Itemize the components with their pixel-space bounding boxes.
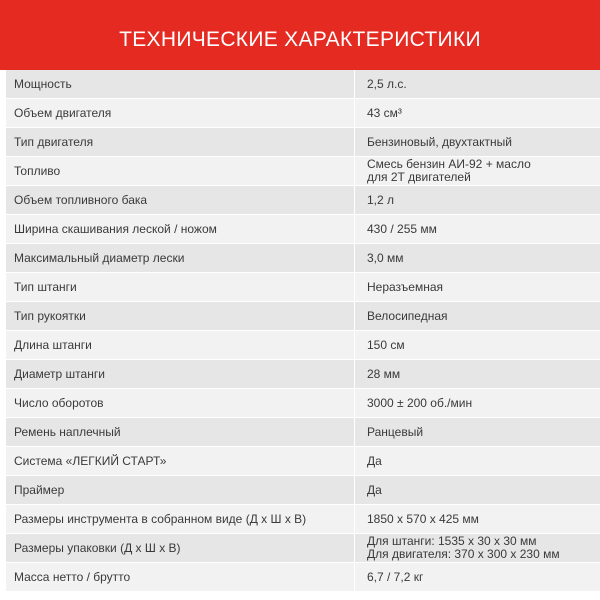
spec-value-cell <box>355 476 600 505</box>
spec-value: Смесь бензин АИ-92 + масло <box>367 157 531 171</box>
table-row <box>6 215 600 244</box>
table-row <box>6 389 600 418</box>
table-row <box>6 447 600 476</box>
table-row <box>6 360 600 389</box>
spec-value: Да <box>367 453 382 468</box>
spec-value-cell <box>355 215 600 244</box>
spec-param-label: Тип двигателя <box>6 128 355 157</box>
spec-value-cell <box>355 128 600 157</box>
spec-value-cell <box>355 534 600 563</box>
spec-value: 3,0 мм <box>367 250 404 265</box>
spec-param-label: Праймер <box>6 476 355 505</box>
spec-value-cell <box>355 273 600 302</box>
table-row <box>6 273 600 302</box>
spec-param-label: Топливо <box>6 157 355 186</box>
spec-value: 430 / 255 мм <box>367 221 437 236</box>
spec-value: Велосипедная <box>367 308 448 323</box>
spec-value: для 2Т двигателей <box>367 170 471 184</box>
spec-value-cell <box>355 360 600 389</box>
table-row <box>6 186 600 215</box>
spec-value: 2,5 л.с. <box>367 76 407 91</box>
spec-value-cell <box>355 505 600 534</box>
spec-param-label: Ширина скашивания леской / ножом <box>6 215 355 244</box>
table-row <box>6 70 600 99</box>
spec-value: 6,7 / 7,2 кг <box>367 569 424 584</box>
spec-value: 1,2 л <box>367 192 395 207</box>
spec-param-label: Максимальный диаметр лески <box>6 244 355 273</box>
spec-param-label: Размеры инструмента в собранном виде (Д х Ш х В) <box>6 505 355 534</box>
spec-table <box>6 70 600 592</box>
spec-value: 43 см³ <box>367 105 402 120</box>
table-row <box>6 244 600 273</box>
spec-param-label: Ремень наплечный <box>6 418 355 447</box>
table-row <box>6 505 600 534</box>
spec-param-label: Объем двигателя <box>6 99 355 128</box>
spec-value-cell <box>355 186 600 215</box>
spec-value: Для штанги: 1535 x 30 x 30 мм <box>367 534 537 548</box>
spec-value-cell <box>355 418 600 447</box>
table-row <box>6 157 600 186</box>
spec-param-label: Тип рукоятки <box>6 302 355 331</box>
spec-value: Бензиновый, двухтактный <box>367 134 512 149</box>
table-row <box>6 128 600 157</box>
spec-value-cell <box>355 70 600 99</box>
spec-param-label: Тип штанги <box>6 273 355 302</box>
table-row <box>6 418 600 447</box>
spec-param-label: Размеры упаковки (Д х Ш х В) <box>6 534 355 563</box>
spec-table-body <box>6 70 600 592</box>
table-row <box>6 534 600 563</box>
spec-value-cell <box>355 389 600 418</box>
spec-value-cell <box>355 447 600 476</box>
spec-value-cell <box>355 99 600 128</box>
spec-param-label: Диаметр штанги <box>6 360 355 389</box>
spec-param-label: Объем топливного бака <box>6 186 355 215</box>
spec-value: 1850 x 570 x 425 мм <box>367 511 479 526</box>
spec-value-cell <box>355 244 600 273</box>
spec-param-label: Мощность <box>6 70 355 99</box>
spec-value-cell <box>355 563 600 592</box>
page-title: ТЕХНИЧЕСКИЕ ХАРАКТЕРИСТИКИ <box>119 28 481 51</box>
spec-value: 28 мм <box>367 366 401 381</box>
table-row <box>6 331 600 360</box>
spec-value: 3000 ± 200 об./мин <box>367 395 473 410</box>
spec-value-cell <box>355 302 600 331</box>
table-row <box>6 563 600 592</box>
spec-value: Да <box>367 482 382 497</box>
header-banner <box>0 0 600 70</box>
spec-value: Для двигателя: 370 x 300 x 230 мм <box>367 547 560 561</box>
spec-value-cell <box>355 157 600 186</box>
spec-param-label: Масса нетто / брутто <box>6 563 355 592</box>
spec-value-cell <box>355 331 600 360</box>
spec-param-label: Система «ЛЕГКИЙ СТАРТ» <box>6 447 355 476</box>
table-row <box>6 476 600 505</box>
table-row <box>6 99 600 128</box>
spec-value: Неразъемная <box>367 279 444 294</box>
spec-param-label: Число оборотов <box>6 389 355 418</box>
spec-param-label: Длина штанги <box>6 331 355 360</box>
spec-value: Ранцевый <box>367 424 424 439</box>
table-row <box>6 302 600 331</box>
spec-value: 150 см <box>367 337 405 352</box>
